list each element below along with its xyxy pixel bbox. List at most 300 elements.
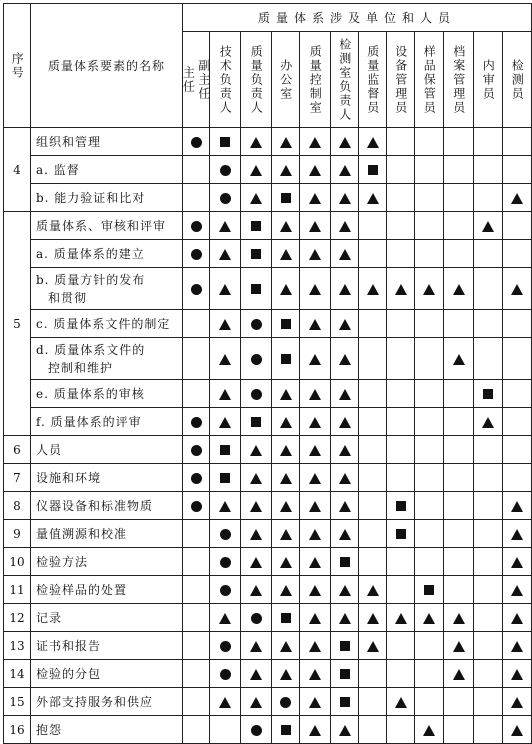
responsibility-cell bbox=[387, 240, 415, 268]
triangle-icon bbox=[339, 193, 351, 204]
triangle-icon bbox=[511, 669, 523, 680]
row-number: 12 bbox=[4, 604, 31, 632]
responsibility-cell bbox=[331, 212, 359, 240]
responsibility-cell bbox=[272, 716, 300, 744]
responsibility-cell bbox=[415, 716, 444, 744]
role-header-10 bbox=[444, 32, 474, 128]
responsibility-cell bbox=[183, 310, 210, 338]
triangle-icon bbox=[511, 557, 523, 568]
responsibility-cell bbox=[300, 632, 331, 660]
responsibility-cell bbox=[183, 604, 210, 632]
triangle-icon bbox=[309, 193, 321, 204]
responsibility-cell bbox=[387, 604, 415, 632]
responsibility-cell bbox=[474, 464, 503, 492]
element-name-line: 检验样品的处置 bbox=[36, 582, 128, 597]
responsibility-cell bbox=[210, 184, 241, 212]
responsibility-cell bbox=[300, 380, 331, 408]
triangle-icon bbox=[309, 641, 321, 652]
square-icon bbox=[281, 613, 291, 623]
role-header-label: 档案管理员 bbox=[451, 44, 466, 115]
element-name bbox=[31, 688, 183, 716]
element-name bbox=[31, 212, 183, 240]
responsibility-cell bbox=[241, 604, 272, 632]
table-row bbox=[4, 660, 532, 688]
responsibility-cell bbox=[331, 660, 359, 688]
element-name bbox=[31, 492, 183, 520]
responsibility-cell bbox=[300, 548, 331, 576]
circle-icon bbox=[220, 165, 231, 176]
triangle-icon bbox=[482, 417, 494, 428]
element-name-line: 检验方法 bbox=[36, 554, 89, 569]
responsibility-cell bbox=[300, 240, 331, 268]
responsibility-cell bbox=[300, 604, 331, 632]
responsibility-cell bbox=[272, 632, 300, 660]
triangle-icon bbox=[511, 725, 523, 736]
responsibility-cell bbox=[210, 576, 241, 604]
responsibility-cell bbox=[210, 548, 241, 576]
responsibility-cell bbox=[272, 548, 300, 576]
triangle-icon bbox=[309, 585, 321, 596]
circle-icon bbox=[220, 557, 231, 568]
triangle-icon bbox=[367, 137, 379, 148]
triangle-icon bbox=[309, 354, 321, 365]
responsibility-cell bbox=[503, 632, 532, 660]
role-header-label: 检测员 bbox=[510, 58, 525, 101]
element-name bbox=[31, 436, 183, 464]
responsibility-cell bbox=[331, 240, 359, 268]
triangle-icon bbox=[219, 249, 231, 260]
responsibility-cell bbox=[359, 240, 387, 268]
triangle-icon bbox=[511, 613, 523, 624]
responsibility-cell bbox=[183, 212, 210, 240]
responsibility-cell bbox=[210, 492, 241, 520]
responsibility-cell bbox=[503, 688, 532, 716]
responsibility-cell bbox=[331, 380, 359, 408]
element-name-line: 组织和管理 bbox=[36, 134, 102, 149]
role-header-label: 样品保管员 bbox=[422, 44, 437, 115]
triangle-icon bbox=[367, 641, 379, 652]
table-row bbox=[4, 184, 532, 212]
circle-icon bbox=[191, 284, 202, 295]
responsibility-cell bbox=[183, 520, 210, 548]
responsibility-cell bbox=[387, 716, 415, 744]
triangle-icon bbox=[219, 417, 231, 428]
responsibility-cell bbox=[387, 464, 415, 492]
row-number: 5 bbox=[4, 212, 31, 436]
triangle-icon bbox=[219, 354, 231, 365]
responsibility-cell bbox=[241, 464, 272, 492]
responsibility-cell bbox=[241, 338, 272, 380]
triangle-icon bbox=[219, 697, 231, 708]
responsibility-cell bbox=[241, 380, 272, 408]
responsibility-cell bbox=[300, 268, 331, 310]
responsibility-cell bbox=[415, 268, 444, 310]
triangle-icon bbox=[453, 669, 465, 680]
responsibility-cell bbox=[387, 310, 415, 338]
triangle-icon bbox=[309, 669, 321, 680]
triangle-icon bbox=[250, 669, 262, 680]
responsibility-cell bbox=[444, 156, 474, 184]
circle-icon bbox=[251, 319, 262, 330]
role-header-label: 技术负责人 bbox=[218, 44, 233, 115]
triangle-icon bbox=[367, 613, 379, 624]
responsibility-cell bbox=[183, 492, 210, 520]
responsibility-cell bbox=[387, 268, 415, 310]
table-row bbox=[4, 380, 532, 408]
responsibility-cell bbox=[241, 688, 272, 716]
responsibility-cell bbox=[331, 492, 359, 520]
responsibility-cell bbox=[444, 688, 474, 716]
responsibility-cell bbox=[331, 184, 359, 212]
responsibility-cell bbox=[503, 212, 532, 240]
triangle-icon bbox=[309, 319, 321, 330]
responsibility-cell bbox=[183, 688, 210, 716]
role-header-label: 检测室负责人 bbox=[337, 37, 352, 122]
responsibility-cell bbox=[241, 156, 272, 184]
table-row bbox=[4, 576, 532, 604]
responsibility-cell bbox=[474, 436, 503, 464]
responsibility-cell bbox=[183, 576, 210, 604]
square-icon bbox=[281, 354, 291, 364]
responsibility-cell bbox=[300, 464, 331, 492]
responsibility-cell bbox=[210, 212, 241, 240]
responsibility-cell bbox=[210, 604, 241, 632]
triangle-icon bbox=[339, 284, 351, 295]
row-number: 10 bbox=[4, 548, 31, 576]
responsibility-cell bbox=[474, 156, 503, 184]
responsibility-cell bbox=[503, 156, 532, 184]
table-row bbox=[4, 548, 532, 576]
triangle-icon bbox=[309, 137, 321, 148]
role-header-label: 质量控制室 bbox=[308, 44, 323, 115]
responsibility-cell bbox=[415, 576, 444, 604]
responsibility-cell bbox=[331, 338, 359, 380]
responsibility-cell bbox=[241, 492, 272, 520]
row-number: 13 bbox=[4, 632, 31, 660]
responsibility-cell bbox=[415, 492, 444, 520]
row-number: 15 bbox=[4, 688, 31, 716]
triangle-icon bbox=[511, 697, 523, 708]
triangle-icon bbox=[219, 221, 231, 232]
responsibility-cell bbox=[300, 184, 331, 212]
responsibility-cell bbox=[474, 660, 503, 688]
element-name bbox=[31, 380, 183, 408]
element-name-line: a. 监督 bbox=[36, 162, 80, 177]
triangle-icon bbox=[482, 221, 494, 232]
triangle-icon bbox=[309, 284, 321, 295]
element-name-line: 抱怨 bbox=[36, 722, 63, 737]
responsibility-cell bbox=[241, 576, 272, 604]
responsibility-cell bbox=[210, 436, 241, 464]
role-header-label: 副主任 bbox=[196, 58, 211, 101]
circle-icon bbox=[191, 445, 202, 456]
triangle-icon bbox=[395, 613, 407, 624]
responsibility-cell bbox=[474, 212, 503, 240]
triangle-icon bbox=[309, 165, 321, 176]
table-row bbox=[4, 688, 532, 716]
responsibility-cell bbox=[359, 184, 387, 212]
responsibility-cell bbox=[300, 492, 331, 520]
triangle-icon bbox=[423, 284, 435, 295]
responsibility-cell bbox=[387, 492, 415, 520]
responsibility-cell bbox=[503, 492, 532, 520]
responsibility-cell bbox=[359, 268, 387, 310]
triangle-icon bbox=[367, 284, 379, 295]
responsibility-cell bbox=[415, 184, 444, 212]
responsibility-cell bbox=[387, 548, 415, 576]
responsibility-cell bbox=[331, 156, 359, 184]
triangle-icon bbox=[339, 137, 351, 148]
responsibility-cell bbox=[331, 408, 359, 436]
responsibility-cell bbox=[331, 128, 359, 156]
triangle-icon bbox=[219, 319, 231, 330]
responsibility-cell bbox=[359, 310, 387, 338]
responsibility-cell bbox=[359, 156, 387, 184]
responsibility-cell bbox=[387, 632, 415, 660]
element-name-line: f. 质量体系的评审 bbox=[36, 414, 142, 429]
role-header-9 bbox=[415, 32, 444, 128]
triangle-icon bbox=[339, 417, 351, 428]
responsibility-cell bbox=[331, 436, 359, 464]
element-name-line: b. 质量方针的发布 bbox=[36, 272, 146, 287]
responsibility-cell bbox=[359, 688, 387, 716]
element-name bbox=[31, 338, 183, 380]
responsibility-cell bbox=[210, 338, 241, 380]
element-name-line: 证书和报告 bbox=[36, 638, 102, 653]
responsibility-cell bbox=[241, 408, 272, 436]
triangle-icon bbox=[280, 417, 292, 428]
responsibility-cell bbox=[415, 310, 444, 338]
role-header-7 bbox=[359, 32, 387, 128]
responsibility-cell bbox=[359, 604, 387, 632]
responsibility-cell bbox=[241, 660, 272, 688]
responsibility-cell bbox=[241, 520, 272, 548]
square-icon bbox=[251, 221, 261, 231]
triangle-icon bbox=[309, 697, 321, 708]
role-header-2 bbox=[210, 32, 241, 128]
triangle-icon bbox=[280, 473, 292, 484]
triangle-icon bbox=[309, 249, 321, 260]
responsibility-cell bbox=[474, 240, 503, 268]
responsibility-cell bbox=[210, 408, 241, 436]
table-row bbox=[4, 338, 532, 380]
responsibility-cell bbox=[503, 520, 532, 548]
responsibility-cell bbox=[387, 184, 415, 212]
triangle-icon bbox=[280, 529, 292, 540]
triangle-icon bbox=[339, 354, 351, 365]
triangle-icon bbox=[309, 725, 321, 736]
triangle-icon bbox=[339, 249, 351, 260]
responsibility-cell bbox=[444, 380, 474, 408]
triangle-icon bbox=[511, 585, 523, 596]
responsibility-cell bbox=[241, 240, 272, 268]
triangle-icon bbox=[309, 473, 321, 484]
table-row bbox=[4, 716, 532, 744]
responsibility-cell bbox=[415, 660, 444, 688]
responsibility-cell bbox=[444, 464, 474, 492]
table-row bbox=[4, 492, 532, 520]
square-icon bbox=[424, 585, 434, 595]
responsibility-cell bbox=[272, 660, 300, 688]
role-header-4 bbox=[272, 32, 300, 128]
triangle-icon bbox=[280, 501, 292, 512]
triangle-icon bbox=[250, 697, 262, 708]
responsibility-cell bbox=[272, 520, 300, 548]
responsibility-cell bbox=[503, 716, 532, 744]
triangle-icon bbox=[511, 193, 523, 204]
role-header-6 bbox=[331, 32, 359, 128]
responsibility-cell bbox=[474, 520, 503, 548]
responsibility-cell bbox=[415, 520, 444, 548]
row-number: 14 bbox=[4, 660, 31, 688]
responsibility-cell bbox=[183, 338, 210, 380]
responsibility-cell bbox=[300, 156, 331, 184]
square-icon bbox=[340, 697, 350, 707]
triangle-icon bbox=[309, 501, 321, 512]
element-name-line: 设施和环境 bbox=[36, 470, 102, 485]
square-icon bbox=[220, 473, 230, 483]
row-number: 6 bbox=[4, 436, 31, 464]
triangle-icon bbox=[250, 557, 262, 568]
element-name-line: d. 质量体系文件的 bbox=[36, 342, 146, 357]
responsibility-cell bbox=[300, 338, 331, 380]
seq-header-label: 序号 bbox=[10, 51, 25, 80]
responsibility-cell bbox=[331, 310, 359, 338]
responsibility-cell bbox=[183, 156, 210, 184]
responsibility-cell bbox=[444, 660, 474, 688]
role-header-label: 主任 bbox=[181, 65, 196, 94]
responsibility-cell bbox=[241, 212, 272, 240]
circle-icon bbox=[251, 725, 262, 736]
responsibility-cell bbox=[272, 436, 300, 464]
triangle-icon bbox=[339, 613, 351, 624]
triangle-icon bbox=[280, 585, 292, 596]
circle-icon bbox=[191, 417, 202, 428]
square-icon bbox=[220, 137, 230, 147]
triangle-icon bbox=[250, 585, 262, 596]
square-icon bbox=[340, 669, 350, 679]
responsibility-cell bbox=[444, 632, 474, 660]
triangle-icon bbox=[453, 284, 465, 295]
responsibility-cell bbox=[359, 548, 387, 576]
triangle-icon bbox=[250, 529, 262, 540]
responsibility-cell bbox=[387, 380, 415, 408]
triangle-icon bbox=[280, 165, 292, 176]
responsibility-cell bbox=[183, 464, 210, 492]
responsibility-cell bbox=[503, 408, 532, 436]
responsibility-cell bbox=[474, 492, 503, 520]
triangle-icon bbox=[511, 284, 523, 295]
responsibility-cell bbox=[272, 338, 300, 380]
responsibility-cell bbox=[272, 212, 300, 240]
responsibility-cell bbox=[210, 240, 241, 268]
responsibility-cell bbox=[331, 576, 359, 604]
triangle-icon bbox=[339, 445, 351, 456]
element-name-line: 人员 bbox=[36, 442, 63, 457]
responsibility-cell bbox=[359, 576, 387, 604]
triangle-icon bbox=[250, 501, 262, 512]
responsibility-cell bbox=[415, 464, 444, 492]
square-icon bbox=[251, 284, 261, 294]
responsibility-cell bbox=[503, 184, 532, 212]
responsibility-cell bbox=[241, 268, 272, 310]
responsibility-cell bbox=[359, 632, 387, 660]
responsibility-cell bbox=[300, 576, 331, 604]
element-name bbox=[31, 240, 183, 268]
role-header-label: 质量负责人 bbox=[249, 44, 264, 115]
responsibility-cell bbox=[444, 548, 474, 576]
responsibility-cell bbox=[444, 268, 474, 310]
responsibility-cell bbox=[210, 128, 241, 156]
responsibility-cell bbox=[359, 338, 387, 380]
triangle-icon bbox=[395, 284, 407, 295]
responsibility-cell bbox=[387, 660, 415, 688]
responsibility-cell bbox=[444, 128, 474, 156]
circle-icon bbox=[220, 641, 231, 652]
element-name bbox=[31, 660, 183, 688]
triangle-icon bbox=[339, 585, 351, 596]
responsibility-cell bbox=[272, 688, 300, 716]
element-name-line: a. 质量体系的建立 bbox=[36, 246, 145, 261]
responsibility-cell bbox=[444, 604, 474, 632]
triangle-icon bbox=[250, 165, 262, 176]
responsibility-cell bbox=[183, 240, 210, 268]
table-row bbox=[4, 268, 532, 310]
triangle-icon bbox=[339, 319, 351, 330]
responsibility-cell bbox=[415, 212, 444, 240]
square-icon bbox=[396, 501, 406, 511]
responsibility-cell bbox=[503, 240, 532, 268]
triangle-icon bbox=[309, 613, 321, 624]
responsibility-cell bbox=[210, 520, 241, 548]
triangle-icon bbox=[339, 221, 351, 232]
circle-icon bbox=[191, 473, 202, 484]
triangle-icon bbox=[453, 641, 465, 652]
triangle-icon bbox=[280, 389, 292, 400]
triangle-icon bbox=[219, 613, 231, 624]
row-number: 16 bbox=[4, 716, 31, 744]
responsibility-cell bbox=[444, 436, 474, 464]
responsibility-cell bbox=[503, 464, 532, 492]
responsibility-cell bbox=[183, 632, 210, 660]
responsibility-cell bbox=[300, 520, 331, 548]
responsibility-cell bbox=[474, 128, 503, 156]
element-name bbox=[31, 464, 183, 492]
element-name bbox=[31, 310, 183, 338]
responsibility-cell bbox=[241, 310, 272, 338]
table-row bbox=[4, 436, 532, 464]
circle-icon bbox=[251, 613, 262, 624]
square-icon bbox=[281, 725, 291, 735]
responsibility-cell bbox=[415, 128, 444, 156]
element-name-line: 和贯彻 bbox=[48, 290, 88, 305]
role-header-8 bbox=[387, 32, 415, 128]
element-name-line: 质量体系、审核和评审 bbox=[36, 218, 167, 233]
triangle-icon bbox=[511, 641, 523, 652]
responsibility-cell bbox=[210, 632, 241, 660]
triangle-icon bbox=[219, 284, 231, 295]
role-header-12 bbox=[503, 32, 532, 128]
table-row bbox=[4, 156, 532, 184]
triangle-icon bbox=[219, 389, 231, 400]
square-icon bbox=[281, 319, 291, 329]
responsibility-cell bbox=[359, 128, 387, 156]
triangle-icon bbox=[423, 613, 435, 624]
responsibility-cell bbox=[387, 688, 415, 716]
responsibility-cell bbox=[503, 436, 532, 464]
responsibility-cell bbox=[359, 212, 387, 240]
responsibility-cell bbox=[474, 632, 503, 660]
